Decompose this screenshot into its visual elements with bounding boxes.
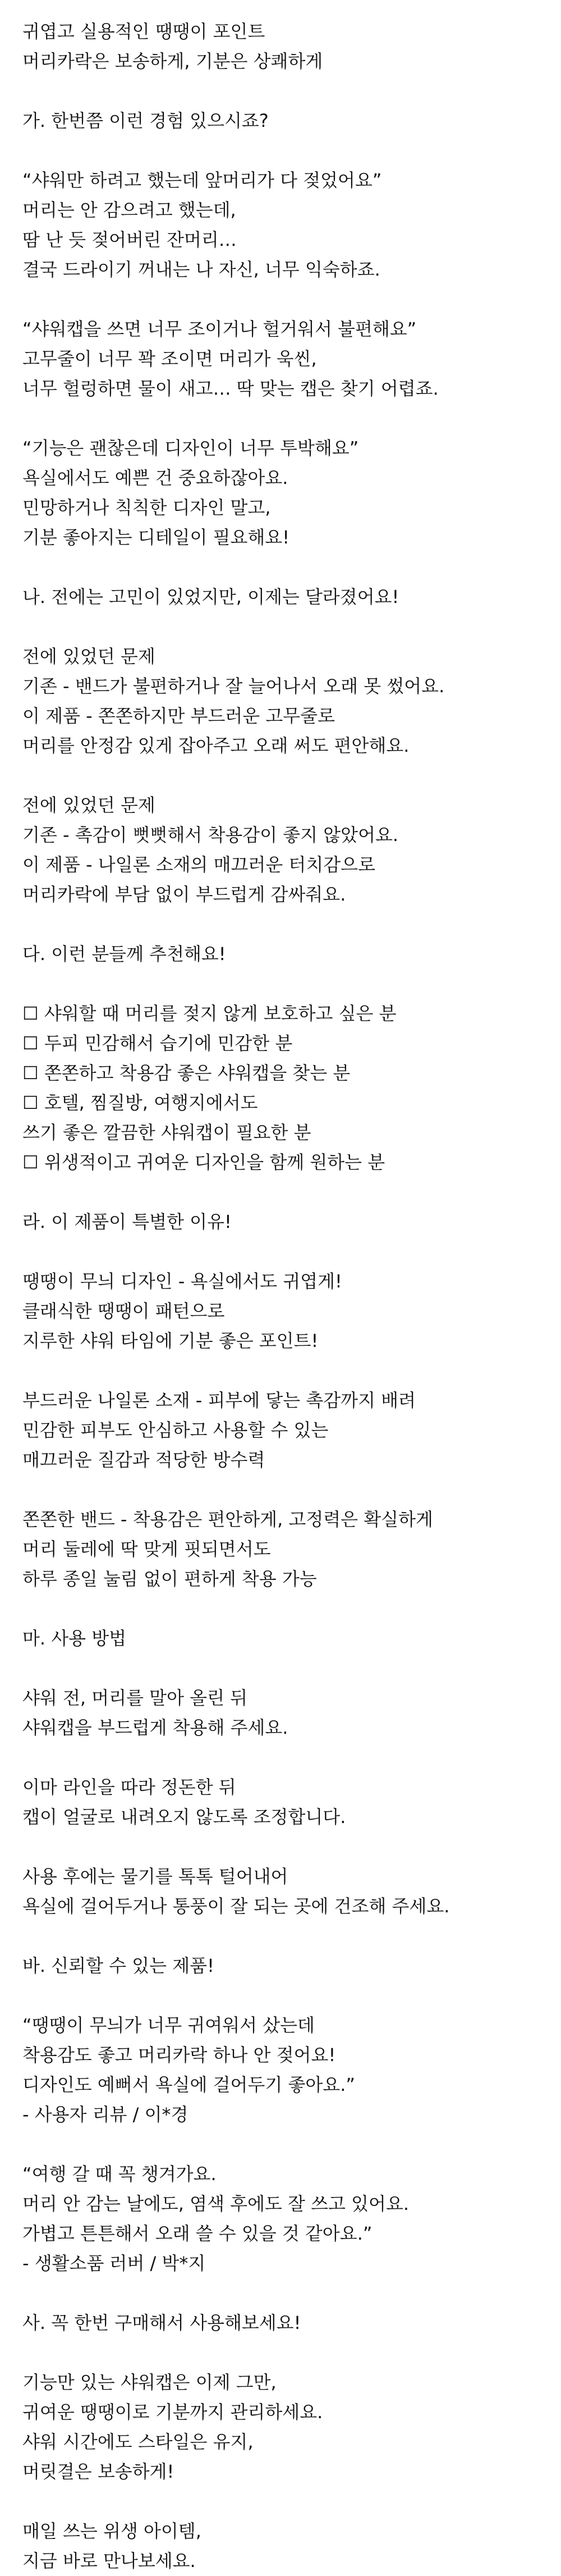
text-line: 민망하거나 칙칙한 디자인 말고, bbox=[22, 497, 271, 518]
text-block bbox=[22, 2516, 539, 2576]
text-block bbox=[22, 1386, 539, 1475]
text-line: 나. 전에는 고민이 있었지만, 이제는 달라졌어요! bbox=[22, 586, 399, 608]
text-line: 샤워 시간에도 스타일은 유지, bbox=[22, 2431, 254, 2452]
text-line: 욕실에 걸어두거나 통풍이 잘 되는 곳에 건조해 주세요. bbox=[22, 1896, 450, 1917]
text-block bbox=[22, 166, 539, 285]
text-block bbox=[22, 1267, 539, 1356]
text-line: “샤워캡을 쓰면 너무 조이거나 헐거워서 불편해요” bbox=[22, 318, 417, 340]
text-block bbox=[22, 791, 539, 910]
text-line: 땀 난 듯 젖어버린 잔머리… bbox=[22, 229, 237, 250]
text-block bbox=[22, 314, 539, 404]
text-line: 전에 있었던 문제 bbox=[22, 794, 155, 816]
text-line: 하루 종일 눌림 없이 편하게 착용 가능 bbox=[22, 1568, 317, 1590]
text-line: “샤워만 하려고 했는데 앞머리가 다 젖었어요” bbox=[22, 170, 382, 191]
text-line: 머리 안 감는 날에도, 염색 후에도 잘 쓰고 있어요. bbox=[22, 2193, 410, 2214]
text-block bbox=[22, 1505, 539, 1594]
text-line: 사. 꼭 한번 구매해서 사용해보세요! bbox=[22, 2312, 301, 2333]
text-block bbox=[22, 939, 539, 969]
text-line: ☐ 위생적이고 귀여운 디자인을 함께 원하는 분 bbox=[22, 1152, 385, 1173]
text-line: 클래식한 땡땡이 패턴으로 bbox=[22, 1300, 225, 1322]
text-line: 기능만 있는 샤워캡은 이제 그만, bbox=[22, 2372, 277, 2393]
text-line: 머리카락에 부담 없이 부드럽게 감싸줘요. bbox=[22, 884, 346, 905]
text-block bbox=[22, 1683, 539, 1743]
text-line: 쫀쫀한 밴드 - 착용감은 편안하게, 고정력은 확실하게 bbox=[22, 1509, 433, 1530]
text-line: “땡땡이 무늬가 너무 귀여워서 샀는데 bbox=[22, 2015, 315, 2036]
text-line: 지루한 샤워 타임에 기분 좋은 포인트! bbox=[22, 1330, 319, 1351]
text-line: 라. 이 제품이 특별한 이유! bbox=[22, 1211, 232, 1232]
text-line: 이마 라인을 따라 정돈한 뒤 bbox=[22, 1776, 236, 1798]
text-line: 기분 좋아지는 디테일이 필요해요! bbox=[22, 527, 290, 548]
text-block bbox=[22, 1773, 539, 1832]
text-line: “여행 갈 때 꼭 챙겨가요. bbox=[22, 2163, 217, 2185]
text-block bbox=[22, 17, 539, 76]
text-line: 부드러운 나일론 소재 - 피부에 닿는 촉감까지 배려 bbox=[22, 1390, 416, 1411]
text-line: 이 제품 - 나일론 소재의 매끄러운 터치감으로 bbox=[22, 854, 375, 875]
text-line: ☐ 샤워할 때 머리를 젖지 않게 보호하고 싶은 분 bbox=[22, 1003, 397, 1024]
text-line: 매일 쓰는 위생 아이템, bbox=[22, 2520, 201, 2542]
text-block bbox=[22, 1862, 539, 1921]
text-line: 바. 신뢰할 수 있는 제품! bbox=[22, 1955, 214, 1976]
text-line: 기존 - 촉감이 뻣뻣해서 착용감이 좋지 않았어요. bbox=[22, 824, 399, 846]
text-block bbox=[22, 106, 539, 136]
text-block bbox=[22, 2308, 539, 2338]
text-line: 귀엽고 실용적인 땡땡이 포인트 bbox=[22, 21, 265, 42]
text-line: 결국 드라이기 꺼내는 나 자신, 너무 익숙하죠. bbox=[22, 259, 380, 280]
text-line: 귀여운 땡땡이로 기분까지 관리하세요. bbox=[22, 2401, 323, 2423]
text-line: 머리 둘레에 딱 맞게 핏되면서도 bbox=[22, 1538, 271, 1560]
text-line: 다. 이런 분들께 추천해요! bbox=[22, 943, 226, 965]
text-line: 캡이 얼굴로 내려오지 않도록 조정합니다. bbox=[22, 1806, 346, 1828]
text-line: 기존 - 밴드가 불편하거나 잘 늘어나서 오래 못 썼어요. bbox=[22, 675, 445, 697]
text-line: 머리는 안 감으려고 했는데, bbox=[22, 199, 236, 221]
text-line: 머리를 안정감 있게 잡아주고 오래 써도 편안해요. bbox=[22, 735, 410, 756]
text-block bbox=[22, 1207, 539, 1237]
text-line: 땡땡이 무늬 디자인 - 욕실에서도 귀엽게! bbox=[22, 1271, 342, 1292]
text-line: 샤워캡을 부드럽게 착용해 주세요. bbox=[22, 1717, 288, 1738]
text-line: 매끄러운 질감과 적당한 방수력 bbox=[22, 1449, 265, 1470]
text-block bbox=[22, 2159, 539, 2278]
text-block bbox=[22, 2011, 539, 2130]
text-line: 지금 바로 만나보세요. bbox=[22, 2550, 196, 2572]
text-line: 머리카락은 보송하게, 기분은 상쾌하게 bbox=[22, 51, 323, 72]
text-line: 마. 사용 방법 bbox=[22, 1628, 127, 1649]
text-line: 디자인도 예뻐서 욕실에 걸어두기 좋아요.” bbox=[22, 2074, 355, 2095]
text-line: 전에 있었던 문제 bbox=[22, 646, 155, 667]
text-line: ☐ 두피 민감해서 습기에 민감한 분 bbox=[22, 1033, 293, 1054]
text-line: 너무 헐렁하면 물이 새고… 딱 맞는 캡은 찾기 어렵죠. bbox=[22, 378, 439, 399]
text-block bbox=[22, 642, 539, 761]
text-line: 착용감도 좋고 머리카락 하나 안 젖어요! bbox=[22, 2044, 336, 2066]
text-line: 이 제품 - 쫀쫀하지만 부드러운 고무줄로 bbox=[22, 705, 335, 727]
text-line: 가볍고 튼튼해서 오래 쓸 수 있을 것 같아요.” bbox=[22, 2223, 373, 2244]
text-line: 머릿결은 보송하게! bbox=[22, 2461, 174, 2482]
text-line: 사용 후에는 물기를 톡톡 털어내어 bbox=[22, 1866, 288, 1887]
text-line: 민감한 피부도 안심하고 사용할 수 있는 bbox=[22, 1419, 329, 1441]
text-line: 욕실에서도 예쁜 건 중요하잖아요. bbox=[22, 467, 288, 488]
text-line: - 사용자 리뷰 / 이*경 bbox=[22, 2104, 188, 2125]
text-line: 고무줄이 너무 꽉 조이면 머리가 욱씬, bbox=[22, 348, 317, 369]
text-line: ☐ 호텔, 찜질방, 여행지에서도 bbox=[22, 1092, 258, 1113]
text-line: 쓰기 좋은 깔끔한 샤워캡이 필요한 분 bbox=[22, 1122, 311, 1143]
text-block bbox=[22, 433, 539, 552]
text-block bbox=[22, 2368, 539, 2487]
text-line: “기능은 괜찮은데 디자인이 너무 투박해요” bbox=[22, 437, 359, 459]
text-block bbox=[22, 999, 539, 1177]
text-block bbox=[22, 582, 539, 612]
text-line: - 생활소품 러버 / 박*지 bbox=[22, 2253, 206, 2274]
text-line: ☐ 쫀쫀하고 착용감 좋은 샤워캡을 찾는 분 bbox=[22, 1062, 351, 1084]
text-line: 샤워 전, 머리를 말아 올린 뒤 bbox=[22, 1687, 248, 1709]
text-block bbox=[22, 1624, 539, 1654]
text-line: 가. 한번쯤 이런 경험 있으시죠? bbox=[22, 110, 269, 131]
text-block bbox=[22, 1951, 539, 1981]
